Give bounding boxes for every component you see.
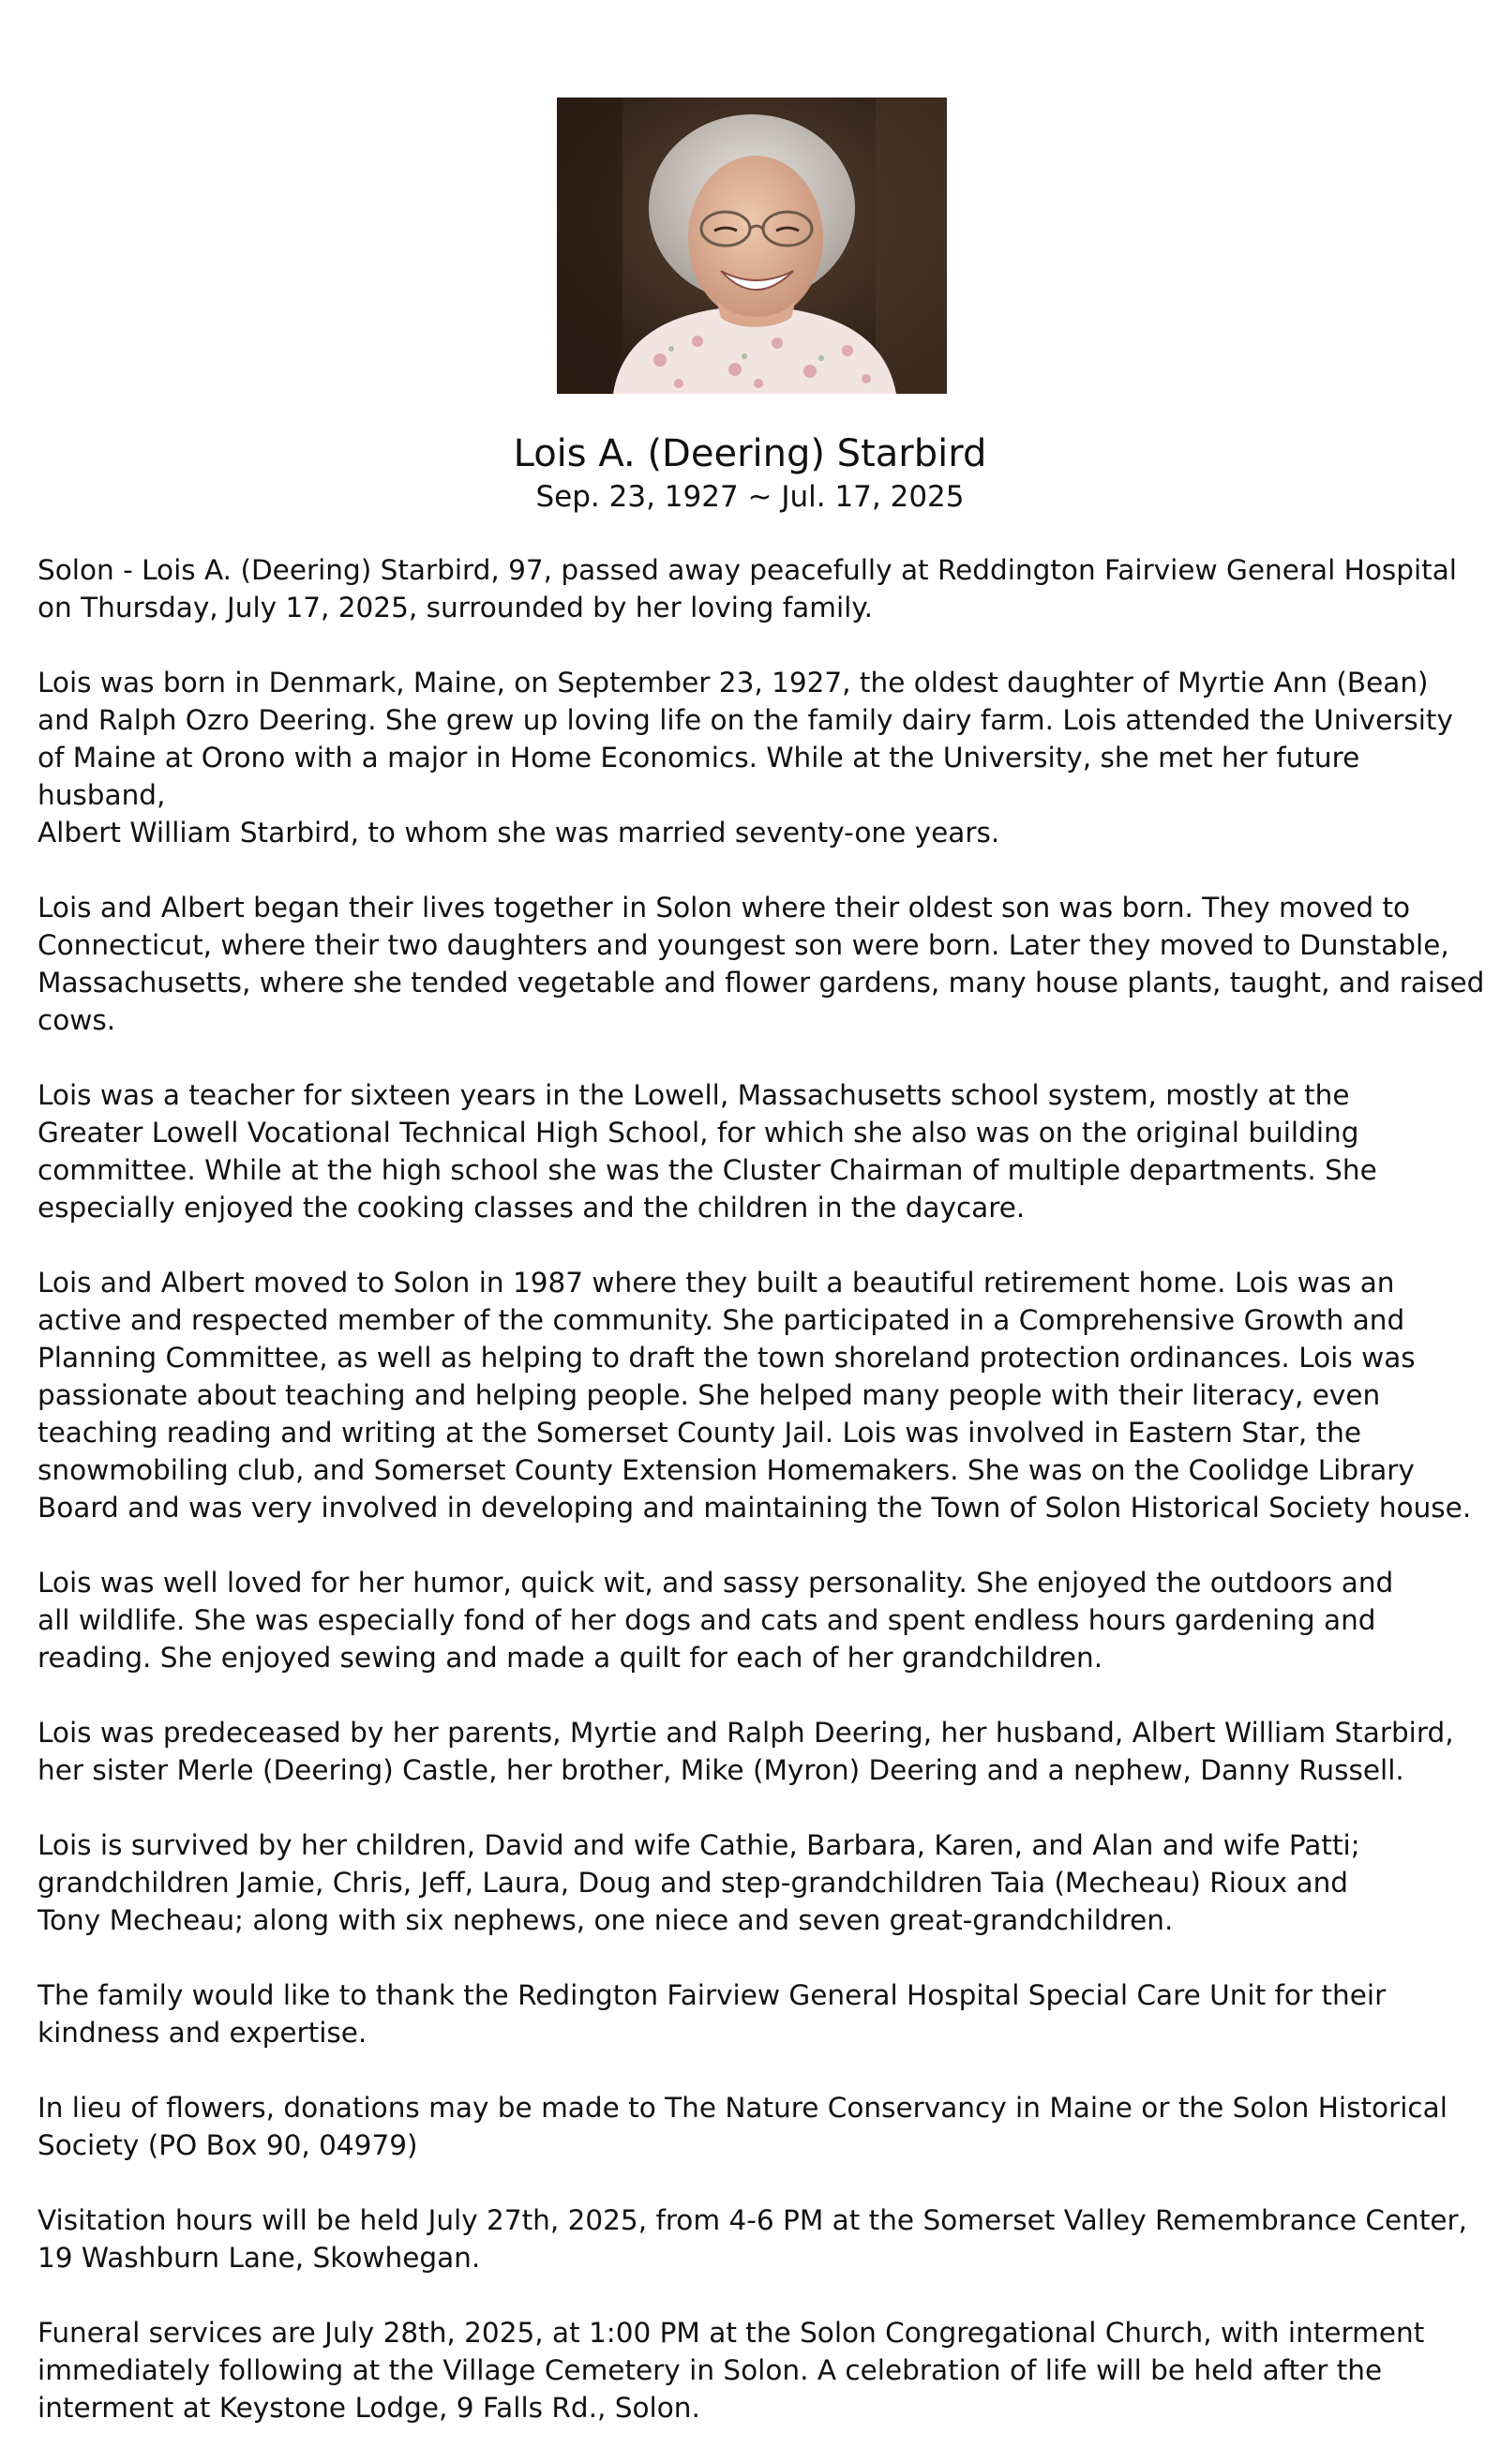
life-dates: Sep. 23, 1927 ~ Jul. 17, 2025 — [535, 480, 965, 514]
obituary-header — [0, 429, 1500, 516]
paragraph-thanks: The family would like to thank the Redington Fairview General Hospital Special Care Unit for their kindness and expertise. — [38, 1979, 1387, 2049]
paragraph-funeral: Funeral services are July 28th, 2025, at 1:00 PM at the Solon Congregational Church, with interment immediately following at the Village Cemetery in Solon. A celebration of life will be held after the interment at Keystone Lodge, 9 Falls Rd., Solon. — [38, 2317, 1425, 2424]
paragraph-visitation: Visitation hours will be held July 27th, 2025, from 4-6 PM at the Somerset Valley Remembrance Center, 19 Washburn Lane, Skowhegan. — [38, 2204, 1468, 2274]
paragraph-donations: In lieu of flowers, donations may be made to The Nature Conservancy in Maine or the Solon Historical Society (PO Box 90, 04979) — [38, 2092, 1448, 2161]
paragraph-announcement: Solon - Lois A. (Deering) Starbird, 97, passed away peacefully at Reddington Fairview General Hospital on Thursday, July 17, 2025, surrounded by her loving family. — [38, 554, 1458, 624]
paragraph-family-life: Lois and Albert began their lives together in Solon where their oldest son was born. They moved to Connecticut, where their two daughters and youngest son were born. Later they moved to Dunstable, Massachusetts, where she tended vegetable and flower gardens, many house plants, taught, and raised cows. — [38, 892, 1485, 1036]
obituary-body — [38, 551, 1486, 2464]
paragraph-career: Lois was a teacher for sixteen years in the Lowell, Massachusetts school system, mostly at the Greater Lowell Vocational Technical High School, for which she also was on the original building committee. While at the high school she was the Cluster Chairman of multiple departments. She especially enjoyed the cooking classes and the children in the daycare. — [38, 1079, 1377, 1224]
paragraph-survivors: Lois is survived by her children, David and wife Cathie, Barbara, Karen, and Alan and wife Patti; grandchildren Jamie, Chris, Jeff, Laura, Doug and step-grandchildren Taia (Mecheau) Rioux and Tony Mecheau; along with six nephews, one niece and seven great-grandchildren. — [38, 1829, 1360, 1936]
paragraph-personality: Lois was well loved for her humor, quick wit, and sassy personality. She enjoyed the outdoors and all wildlife. She was especially fond of her dogs and cats and spent endless hours gardening and reading. She enjoyed sewing and made a quilt for each of her grandchildren. — [38, 1567, 1394, 1674]
portrait-photo-icon — [557, 98, 947, 394]
deceased-name: Lois A. (Deering) Starbird — [513, 432, 987, 475]
paragraph-predeceased: Lois was predeceased by her parents, Myrtie and Ralph Deering, her husband, Albert William Starbird, her sister Merle (Deering) Castle, her brother, Mike (Myron) Deering and a nephew, Danny Russell. — [38, 1717, 1454, 1786]
paragraph-early-life: Lois was born in Denmark, Maine, on September 23, 1927, the oldest daughter of Myrtie Ann (Bean) and Ralph Ozro Deering. She grew up loving life on the family dairy farm. Lois attended the University of Maine at Orono with a major in Home Economics. While at the University, she met her future husband, Albert William Starbird, to whom she was married seventy-one years. — [38, 667, 1453, 849]
paragraph-community: Lois and Albert moved to Solon in 1987 where they built a beautiful retirement home. Lois was an active and respected member of the community. She participated in a Comprehensive Growth and Planning Committee, as well as helping to draft the town shoreland protection ordinances. Lois was passionate about teaching and helping people. She helped many people with their literacy, even teaching reading and writing at the Somerset County Jail. Lois was involved in Eastern Star, the snowmobiling club, and Somerset County Extension Homemakers. She was on the Coolidge Library Board and was very involved in developing and maintaining the Town of Solon Historical Society house. — [38, 1267, 1472, 1524]
portrait-photo — [557, 98, 947, 394]
